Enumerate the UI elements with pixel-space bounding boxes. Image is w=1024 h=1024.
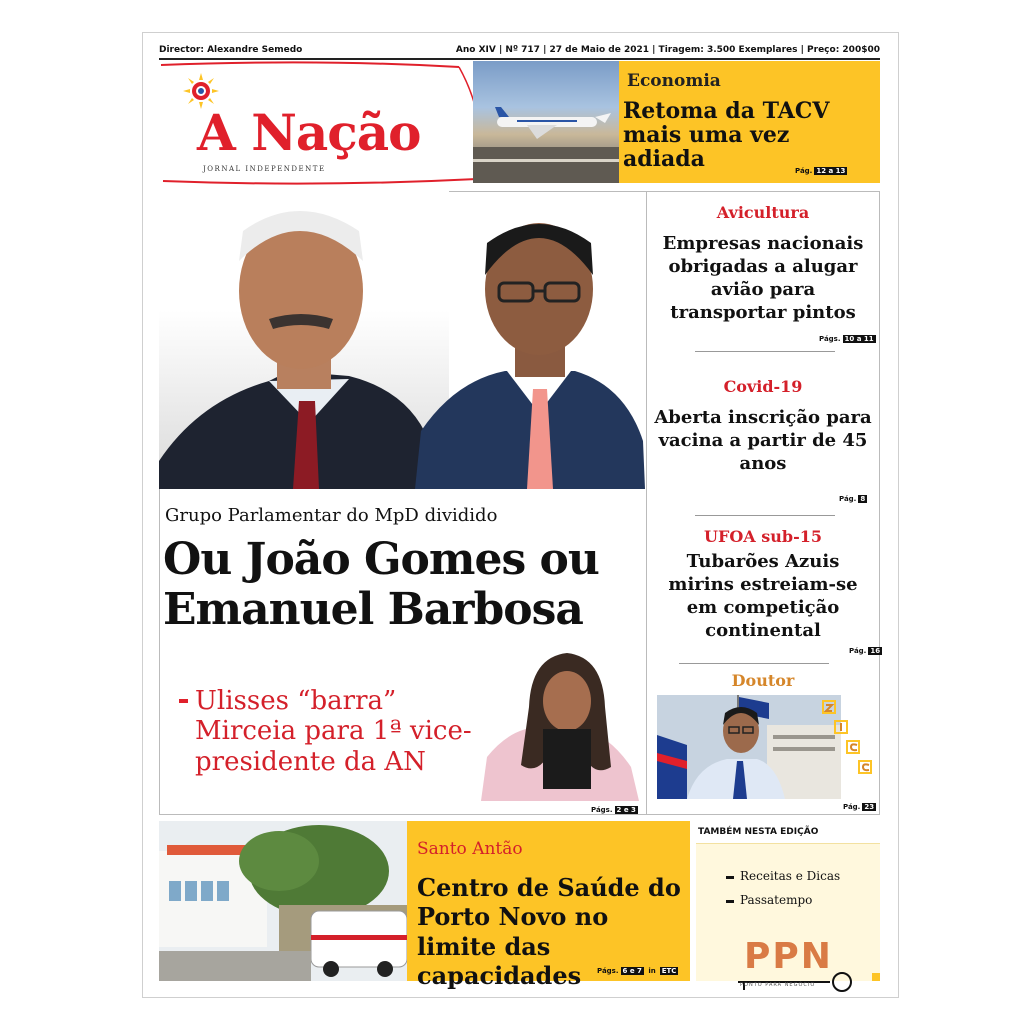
edition-info: Ano XIV | Nº 717 | 27 de Maio de 2021 | Tiragem: 3.500 Exemplares | Preço: 200$00 — [455, 45, 880, 55]
page-ref-supplement: ETC — [661, 967, 677, 975]
also-item-pastime[interactable]: Passatempo — [740, 893, 813, 907]
masthead — [159, 61, 471, 183]
list-bullet — [726, 876, 734, 879]
newspaper-title: A Nação — [197, 103, 421, 162]
page-ref-label: Pág. — [839, 495, 857, 503]
ufoa-headline[interactable]: Tubarões Azuis mirins estreiam-se em competição continental — [668, 551, 858, 641]
page-ref-label: Págs. — [819, 335, 841, 343]
subhead-bullet — [179, 699, 188, 703]
newspaper-subtitle: JORNAL INDEPENDENTE — [203, 165, 326, 173]
main-page-ref — [591, 806, 638, 814]
ppn-logo: PPN — [744, 936, 833, 977]
zigzag-logo-icon — [821, 697, 875, 789]
ppn-subtitle: PONTO PARA NEGÓCIO — [740, 982, 816, 988]
also-title: TAMBÉM NESTA EDIÇÃO — [698, 827, 819, 837]
page-ref-label: Pág. — [843, 803, 861, 811]
page-ref-number: 12 a 13 — [816, 167, 846, 175]
ufoa-section-label: UFOA sub-15 — [704, 527, 822, 546]
page-ref-number: 23 — [864, 803, 875, 811]
director-line: Director: Alexandre Semedo — [159, 45, 303, 55]
avicultura-section-label: Avicultura — [716, 203, 810, 222]
covid-headline[interactable]: Aberta inscrição para vacina a partir de 45 anos — [654, 407, 872, 474]
main-subhead[interactable]: Ulisses “barra” Mirceia para 1ª vice-presidente da AN — [195, 686, 472, 777]
top-rule — [159, 58, 880, 60]
santo-antao-teaser[interactable] — [407, 821, 690, 990]
page-ref-number: 8 — [860, 495, 866, 503]
column-separator — [679, 663, 829, 664]
avicultura-page-ref — [819, 335, 876, 343]
list-bullet — [726, 900, 734, 903]
doutor-section-label: Doutor — [731, 671, 795, 690]
column-divider — [646, 191, 647, 815]
ufoa-page-ref — [849, 647, 882, 655]
page-ref-label: Pág. — [795, 167, 813, 175]
covid-section-label: Covid-19 — [723, 377, 803, 396]
also-in-this-edition — [690, 821, 880, 988]
economy-section-label: Economia — [627, 71, 721, 91]
page-ref-number: 6 e 7 — [622, 967, 642, 975]
corner-marker — [872, 973, 880, 981]
doutor-photo[interactable] — [657, 695, 841, 799]
politician-photo-left — [159, 191, 449, 489]
column-separator — [695, 515, 835, 516]
health-center-photo — [159, 821, 407, 981]
woman-portrait-photo — [481, 647, 639, 801]
newspaper-front-page — [142, 32, 899, 998]
page-ref-number: 2 e 3 — [616, 806, 636, 814]
page-ref-label: Págs. — [597, 967, 619, 975]
main-kicker: Grupo Parlamentar do MpD dividido — [165, 505, 498, 526]
doutor-page-ref — [843, 803, 876, 811]
avicultura-headline[interactable]: Empresas nacionais obrigadas a alugar avião para transportar pintos — [662, 233, 864, 323]
page-ref-label: Pág. — [849, 647, 867, 655]
page-ref-label: Págs. — [591, 806, 613, 814]
economy-headline[interactable]: Retoma da TACV mais uma vez adiada — [623, 98, 830, 173]
santo-antao-headline[interactable]: Centro de Saúde do Porto Novo no limite das capacidades — [417, 873, 681, 990]
also-list-panel — [696, 843, 880, 988]
page-ref-number: 10 a 11 — [844, 335, 874, 343]
santo-antao-page-ref — [597, 967, 678, 975]
economy-page-ref — [795, 167, 847, 175]
airplane-photo — [473, 61, 619, 183]
column-separator — [695, 351, 835, 352]
page-ref-number: 16 — [870, 647, 881, 655]
santo-antao-section-label: Santo Antão — [417, 839, 523, 859]
economy-teaser[interactable] — [619, 61, 880, 183]
politician-photo-right — [415, 191, 645, 489]
covid-page-ref — [839, 495, 867, 503]
main-headline[interactable]: Ou João Gomes ou Emanuel Barbosa — [163, 534, 599, 635]
also-item-recipes[interactable]: Receitas e Dicas — [740, 869, 841, 883]
page-ref-in: in — [648, 967, 656, 975]
